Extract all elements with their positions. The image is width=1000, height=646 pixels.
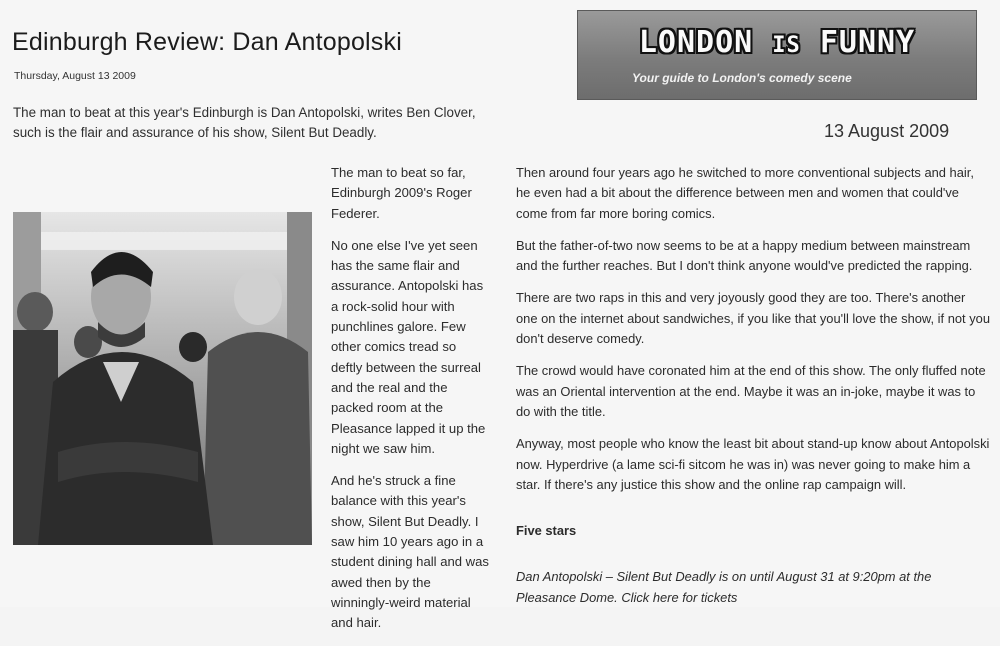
paragraph: No one else I've yet seen has the same flair and assurance. Antopolski has a rock-solid hour with punchlines galore. Few other comics tread so deftly between the surreal and the real and the packed room at the Pleasance lapped it up the night we saw him. [331,237,486,456]
logo-word: LONDON [638,25,773,60]
paragraph: The crowd would have coronated him at the end of this show. The only fluffed note was an Oriental intervention at the end. Maybe it was an in-joke, maybe it was to do with the title. [516,363,986,419]
site-logo [578,25,976,60]
paragraph: And he's struck a fine balance with this year's show, Silent But Deadly. I saw him 10 years ago in a student dining hall and was awed then by the winningly-weird material and hair. [331,473,489,631]
article-column-left [331,163,491,646]
paragraph: The man to beat so far, Edinburgh 2009's Roger Federer. [331,165,472,221]
site-tagline: Your guide to London's comedy scene [632,71,852,85]
article-column-right [516,163,990,620]
paragraph: Anyway, most people who know the least bit about stand-up know about Antopolski now. Hyperdrive (a lame sci-fi sitcom he was in) was never going to make him a star. If there's any justice this show and the online rap campaign will. [516,436,990,492]
logo-word: IS [772,33,801,58]
paragraph: There are two raps in this and very joyously good they are too. There's another one on the internet about sandwiches, if you like that you'll love the show, if not you don't deserve comedy. [516,290,990,347]
ticket-promo: Dan Antopolski – Silent But Deadly is on until August 31 at 9:20pm at the Pleasance Dome. Click here for tickets [516,569,932,605]
article-standfirst: The man to beat at this year's Edinburgh is Dan Antopolski, writes Ben Clover, such is the flair and assurance of his show, Silent But Deadly. [13,105,476,140]
article-date: Thursday, August 13 2009 [14,70,136,82]
article-title: Edinburgh Review: Dan Antopolski [12,28,402,56]
paragraph: But the father-of-two now seems to be at a happy medium between mainstream and the further reaches. But I don't think anyone would've predicted the rapping. [516,237,973,274]
article-photo [13,212,312,545]
paragraph: Then around four years ago he switched to more conventional subjects and hair, he even had a bit about the difference between men and women that could've come from far more boring comics. [516,165,974,221]
site-banner [577,10,977,100]
rating: Five stars [516,523,577,539]
photo-illustration [13,212,312,545]
logo-word: FUNNY [800,25,916,60]
print-date: 13 August 2009 [824,121,950,141]
